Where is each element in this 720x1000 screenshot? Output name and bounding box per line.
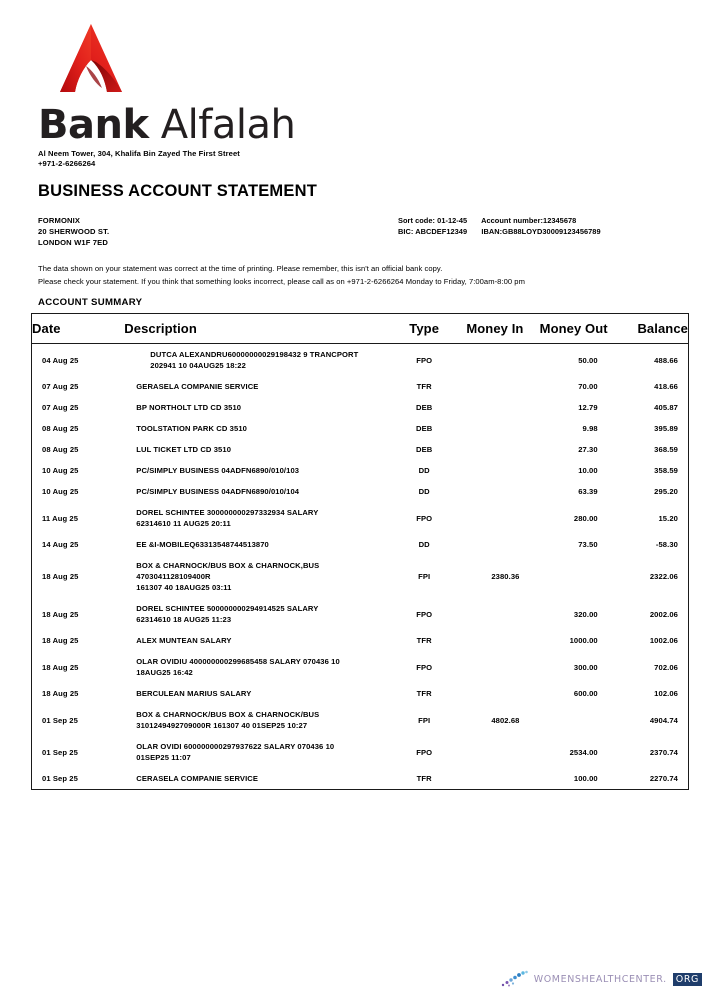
cell-date: 07 Aug 25 bbox=[42, 403, 79, 412]
cell-money-in bbox=[453, 376, 523, 397]
cell-money-out: 50.00 bbox=[578, 355, 598, 365]
cell-money-in bbox=[453, 534, 523, 555]
cell-date: 10 Aug 25 bbox=[42, 487, 79, 496]
table-row bbox=[32, 481, 688, 502]
bank-wordmark bbox=[38, 102, 368, 148]
cell-money-out: 100.00 bbox=[573, 774, 598, 783]
description-line-1: BOX & CHARNOCK/BUS BOX & CHARNOCK/BUS bbox=[136, 710, 320, 719]
column-header-money-out: Money Out bbox=[523, 314, 607, 344]
description-line-1: OLAR OVIDI 600000000297937622 SALARY 070436 10 bbox=[136, 742, 335, 751]
description-line-1: PC/SIMPLY BUSINESS 04ADFN6890/010/104 bbox=[136, 487, 300, 496]
bic-value: ABCDEF12349 bbox=[415, 227, 468, 236]
cell-date: 10 Aug 25 bbox=[42, 466, 79, 475]
cell-type: FPO bbox=[416, 355, 433, 365]
table-row bbox=[32, 651, 688, 683]
cell-description bbox=[124, 376, 395, 397]
cell-money-in bbox=[453, 418, 523, 439]
table-row bbox=[32, 683, 688, 704]
cell-type: DD bbox=[418, 487, 430, 496]
cell-money-out: 2534.00 bbox=[569, 747, 598, 757]
cell-money-in bbox=[453, 598, 523, 630]
description-line-1: BP NORTHOLT LTD CD 3510 bbox=[136, 403, 242, 412]
bank-logo-block bbox=[38, 22, 368, 169]
cell-type: TFR bbox=[416, 689, 432, 698]
cell-money-out: 70.00 bbox=[578, 382, 598, 391]
column-header-money-in: Money In bbox=[453, 314, 523, 344]
cell-money-in bbox=[453, 439, 523, 460]
cell-description bbox=[124, 630, 395, 651]
table-row bbox=[32, 344, 688, 377]
cell-description bbox=[124, 768, 395, 789]
sort-code-value: 01-12-45 bbox=[437, 216, 468, 225]
cell-balance: 702.06 bbox=[654, 662, 678, 672]
cell-description bbox=[124, 481, 395, 502]
description-line-1: EE &I-MOBILEQ63313548744513870 bbox=[136, 540, 269, 549]
bank-address bbox=[38, 149, 368, 169]
disclaimer-text bbox=[38, 263, 658, 288]
cell-balance: 1002.06 bbox=[649, 636, 678, 645]
table-header bbox=[32, 314, 688, 344]
dots-swoosh-icon bbox=[500, 970, 530, 988]
cell-date: 04 Aug 25 bbox=[42, 355, 79, 365]
cell-money-out: 12.79 bbox=[578, 403, 598, 412]
cell-balance: 418.66 bbox=[654, 382, 678, 391]
table-row bbox=[32, 736, 688, 768]
sort-code-label: Sort code: bbox=[398, 216, 436, 225]
cell-money-out: 1000.00 bbox=[569, 636, 598, 645]
table-row bbox=[32, 397, 688, 418]
description-line-1: ALEX MUNTEAN SALARY bbox=[136, 636, 232, 645]
cell-balance: -58.30 bbox=[655, 540, 678, 549]
cell-date: 01 Sep 25 bbox=[42, 774, 78, 783]
description-line-1: LUL TICKET LTD CD 3510 bbox=[136, 445, 232, 454]
transactions-table bbox=[32, 314, 688, 789]
cell-money-in: 2380.36 bbox=[491, 572, 520, 581]
cell-date: 18 Aug 25 bbox=[42, 636, 79, 645]
bank-address-line: Al Neem Tower, 304, Khalifa Bin Zayed The First Street bbox=[38, 149, 240, 158]
watermark-text: WOMENSHEALTHCENTER. bbox=[533, 973, 667, 985]
cell-money-in bbox=[453, 397, 523, 418]
cell-date: 18 Aug 25 bbox=[42, 572, 79, 581]
cell-date: 08 Aug 25 bbox=[42, 424, 79, 433]
description-line-2: 202941 10 04AUG25 18:22 bbox=[150, 361, 246, 370]
cell-money-in bbox=[453, 481, 523, 502]
description-line-2: 161307 40 18AUG25 03:11 bbox=[136, 583, 232, 592]
table-row bbox=[32, 439, 688, 460]
cell-type: DD bbox=[418, 540, 430, 549]
cell-money-out bbox=[523, 704, 607, 736]
cell-description bbox=[124, 598, 395, 630]
description-line-1: OLAR OVIDIU 400000000299685458 SALARY 070436 10 bbox=[136, 657, 340, 666]
cell-balance: 358.59 bbox=[654, 466, 678, 475]
cell-description bbox=[124, 555, 395, 598]
cell-date: 18 Aug 25 bbox=[42, 689, 79, 698]
cell-type: FPO bbox=[416, 513, 433, 523]
cell-description bbox=[124, 418, 395, 439]
cell-money-out: 600.00 bbox=[573, 689, 598, 698]
description-line-1: BOX & CHARNOCK/BUS BOX & CHARNOCK,BUS 4703041128109400R bbox=[136, 561, 320, 581]
cell-description bbox=[124, 439, 395, 460]
description-line-1: CERASELA COMPANIE SERVICE bbox=[136, 774, 259, 783]
cell-description bbox=[124, 651, 395, 683]
iban-label: IBAN: bbox=[481, 227, 503, 236]
cell-description bbox=[124, 683, 395, 704]
table-row bbox=[32, 598, 688, 630]
table-row bbox=[32, 630, 688, 651]
cell-money-in bbox=[453, 460, 523, 481]
cell-type: TFR bbox=[416, 636, 432, 645]
cell-money-in: 4802.68 bbox=[491, 715, 520, 725]
table-row bbox=[32, 555, 688, 598]
cell-description bbox=[124, 704, 395, 736]
table-row bbox=[32, 768, 688, 789]
cell-date: 11 Aug 25 bbox=[42, 513, 79, 523]
cell-balance: 405.87 bbox=[654, 403, 678, 412]
cell-date: 18 Aug 25 bbox=[42, 609, 79, 619]
cell-type: DEB bbox=[416, 445, 433, 454]
account-line-sortcode bbox=[398, 215, 601, 226]
cell-money-out: 300.00 bbox=[573, 662, 598, 672]
description-line-1: TOOLSTATION PARK CD 3510 bbox=[136, 424, 247, 433]
description-line-2: 62314610 11 AUG25 20:11 bbox=[136, 519, 231, 528]
cell-money-out: 10.00 bbox=[578, 466, 598, 475]
cell-money-out: 280.00 bbox=[573, 513, 598, 523]
column-header-type: Type bbox=[395, 314, 453, 344]
cell-money-in bbox=[453, 683, 523, 704]
cell-balance: 15.20 bbox=[658, 513, 678, 523]
account-number-label: Account number: bbox=[481, 216, 544, 225]
cell-description bbox=[124, 344, 395, 377]
cell-money-in bbox=[453, 630, 523, 651]
cell-money-out: 73.50 bbox=[578, 540, 598, 549]
description-line-2: 62314610 18 AUG25 11:23 bbox=[136, 615, 232, 624]
watermark-badge: ORG bbox=[673, 973, 702, 986]
bank-phone: +971-2-6266264 bbox=[38, 159, 96, 168]
cell-type: DEB bbox=[416, 424, 433, 433]
cell-balance: 488.66 bbox=[654, 355, 678, 365]
cell-balance: 2322.06 bbox=[649, 572, 678, 581]
wordmark-alfalah: Alfalah bbox=[160, 102, 296, 148]
cell-description bbox=[124, 502, 395, 534]
cell-description bbox=[124, 736, 395, 768]
cell-type: TFR bbox=[416, 382, 432, 391]
disclaimer-line1: The data shown on your statement was correct at the time of printing. Please remember, this isn't an official bank copy. bbox=[38, 264, 443, 273]
cell-balance: 4904.74 bbox=[649, 715, 678, 725]
customer-address-line2: LONDON W1F 7ED bbox=[38, 238, 109, 247]
description-line-2: 3101249492709000R 161307 40 01SEP25 10:27 bbox=[136, 721, 308, 730]
cell-description bbox=[124, 460, 395, 481]
cell-money-out: 320.00 bbox=[573, 609, 598, 619]
cell-money-out: 9.98 bbox=[582, 424, 598, 433]
cell-money-in bbox=[453, 344, 523, 377]
customer-address-line1: 20 SHERWOOD ST. bbox=[38, 227, 110, 236]
column-header-description: Description bbox=[124, 314, 395, 344]
cell-date: 08 Aug 25 bbox=[42, 445, 79, 454]
account-details-block bbox=[398, 215, 601, 237]
cell-money-in bbox=[453, 651, 523, 683]
cell-type: FPI bbox=[418, 572, 431, 581]
cell-type: DEB bbox=[416, 403, 433, 412]
table-row bbox=[32, 704, 688, 736]
bank-alfalah-arrow-logo-icon bbox=[52, 22, 130, 100]
description-line-1: DOREL SCHINTEE 500000000294914525 SALARY bbox=[136, 604, 319, 613]
bic-label: BIC: bbox=[398, 227, 414, 236]
iban-value: GB88LOYD30009123456789 bbox=[502, 227, 601, 236]
description-line-1: GERASELA COMPANIE SERVICE bbox=[136, 382, 259, 391]
customer-address-block bbox=[38, 215, 109, 248]
cell-date: 01 Sep 25 bbox=[42, 715, 78, 725]
cell-type: DD bbox=[418, 466, 430, 475]
description-line-1: DOREL SCHINTEE 300000000297332934 SALARY bbox=[136, 508, 319, 517]
section-heading-account-summary: ACCOUNT SUMMARY bbox=[38, 297, 143, 308]
description-line-1: DUTCA ALEXANDRU60000000029198432 9 TRANCPORT bbox=[150, 350, 359, 359]
cell-balance: 2270.74 bbox=[649, 774, 678, 783]
table-row bbox=[32, 460, 688, 481]
cell-balance: 102.06 bbox=[654, 689, 678, 698]
table-row bbox=[32, 502, 688, 534]
account-number-value: 12345678 bbox=[543, 216, 577, 225]
cell-money-in bbox=[453, 768, 523, 789]
cell-type: FPO bbox=[416, 747, 433, 757]
cell-date: 07 Aug 25 bbox=[42, 382, 79, 391]
description-line-2: 18AUG25 16:42 bbox=[136, 668, 193, 677]
customer-name: FORMONIX bbox=[38, 216, 81, 225]
disclaimer-line2: Please check your statement. If you think that something looks incorrect, please call as on +971-2-6266264 Monday to Friday, 7:00am-8:00 pm bbox=[38, 276, 525, 286]
table-row bbox=[32, 534, 688, 555]
column-header-date: Date bbox=[32, 314, 124, 344]
description-line-2: 01SEP25 11:07 bbox=[136, 753, 191, 762]
cell-type: FPI bbox=[418, 715, 431, 725]
cell-type: FPO bbox=[416, 662, 433, 672]
cell-money-in bbox=[453, 736, 523, 768]
transactions-table-wrapper bbox=[31, 313, 689, 790]
cell-money-in bbox=[453, 502, 523, 534]
cell-balance: 295.20 bbox=[654, 487, 678, 496]
page-title: BUSINESS ACCOUNT STATEMENT bbox=[38, 182, 317, 200]
cell-description bbox=[124, 397, 395, 418]
column-header-balance: Balance bbox=[608, 314, 688, 344]
wordmark-bank: Bank bbox=[38, 102, 149, 148]
cell-date: 18 Aug 25 bbox=[42, 662, 79, 672]
table-row bbox=[32, 376, 688, 397]
table-row bbox=[32, 418, 688, 439]
cell-money-out: 63.39 bbox=[578, 487, 598, 496]
cell-balance: 2002.06 bbox=[649, 609, 678, 619]
cell-balance: 2370.74 bbox=[649, 747, 678, 757]
account-line-bic bbox=[398, 226, 601, 237]
watermark bbox=[500, 970, 702, 988]
description-line-1: PC/SIMPLY BUSINESS 04ADFN6890/010/103 bbox=[136, 466, 300, 475]
cell-date: 01 Sep 25 bbox=[42, 747, 78, 757]
cell-balance: 395.89 bbox=[654, 424, 678, 433]
cell-date: 14 Aug 25 bbox=[42, 540, 79, 549]
cell-money-out bbox=[523, 555, 607, 598]
cell-description bbox=[124, 534, 395, 555]
cell-type: FPO bbox=[416, 609, 433, 619]
cell-balance: 368.59 bbox=[654, 445, 678, 454]
description-line-1: BERCULEAN MARIUS SALARY bbox=[136, 689, 252, 698]
cell-type: TFR bbox=[416, 774, 432, 783]
cell-money-out: 27.30 bbox=[578, 445, 598, 454]
table-body bbox=[32, 344, 688, 790]
table-header-row bbox=[32, 314, 688, 344]
